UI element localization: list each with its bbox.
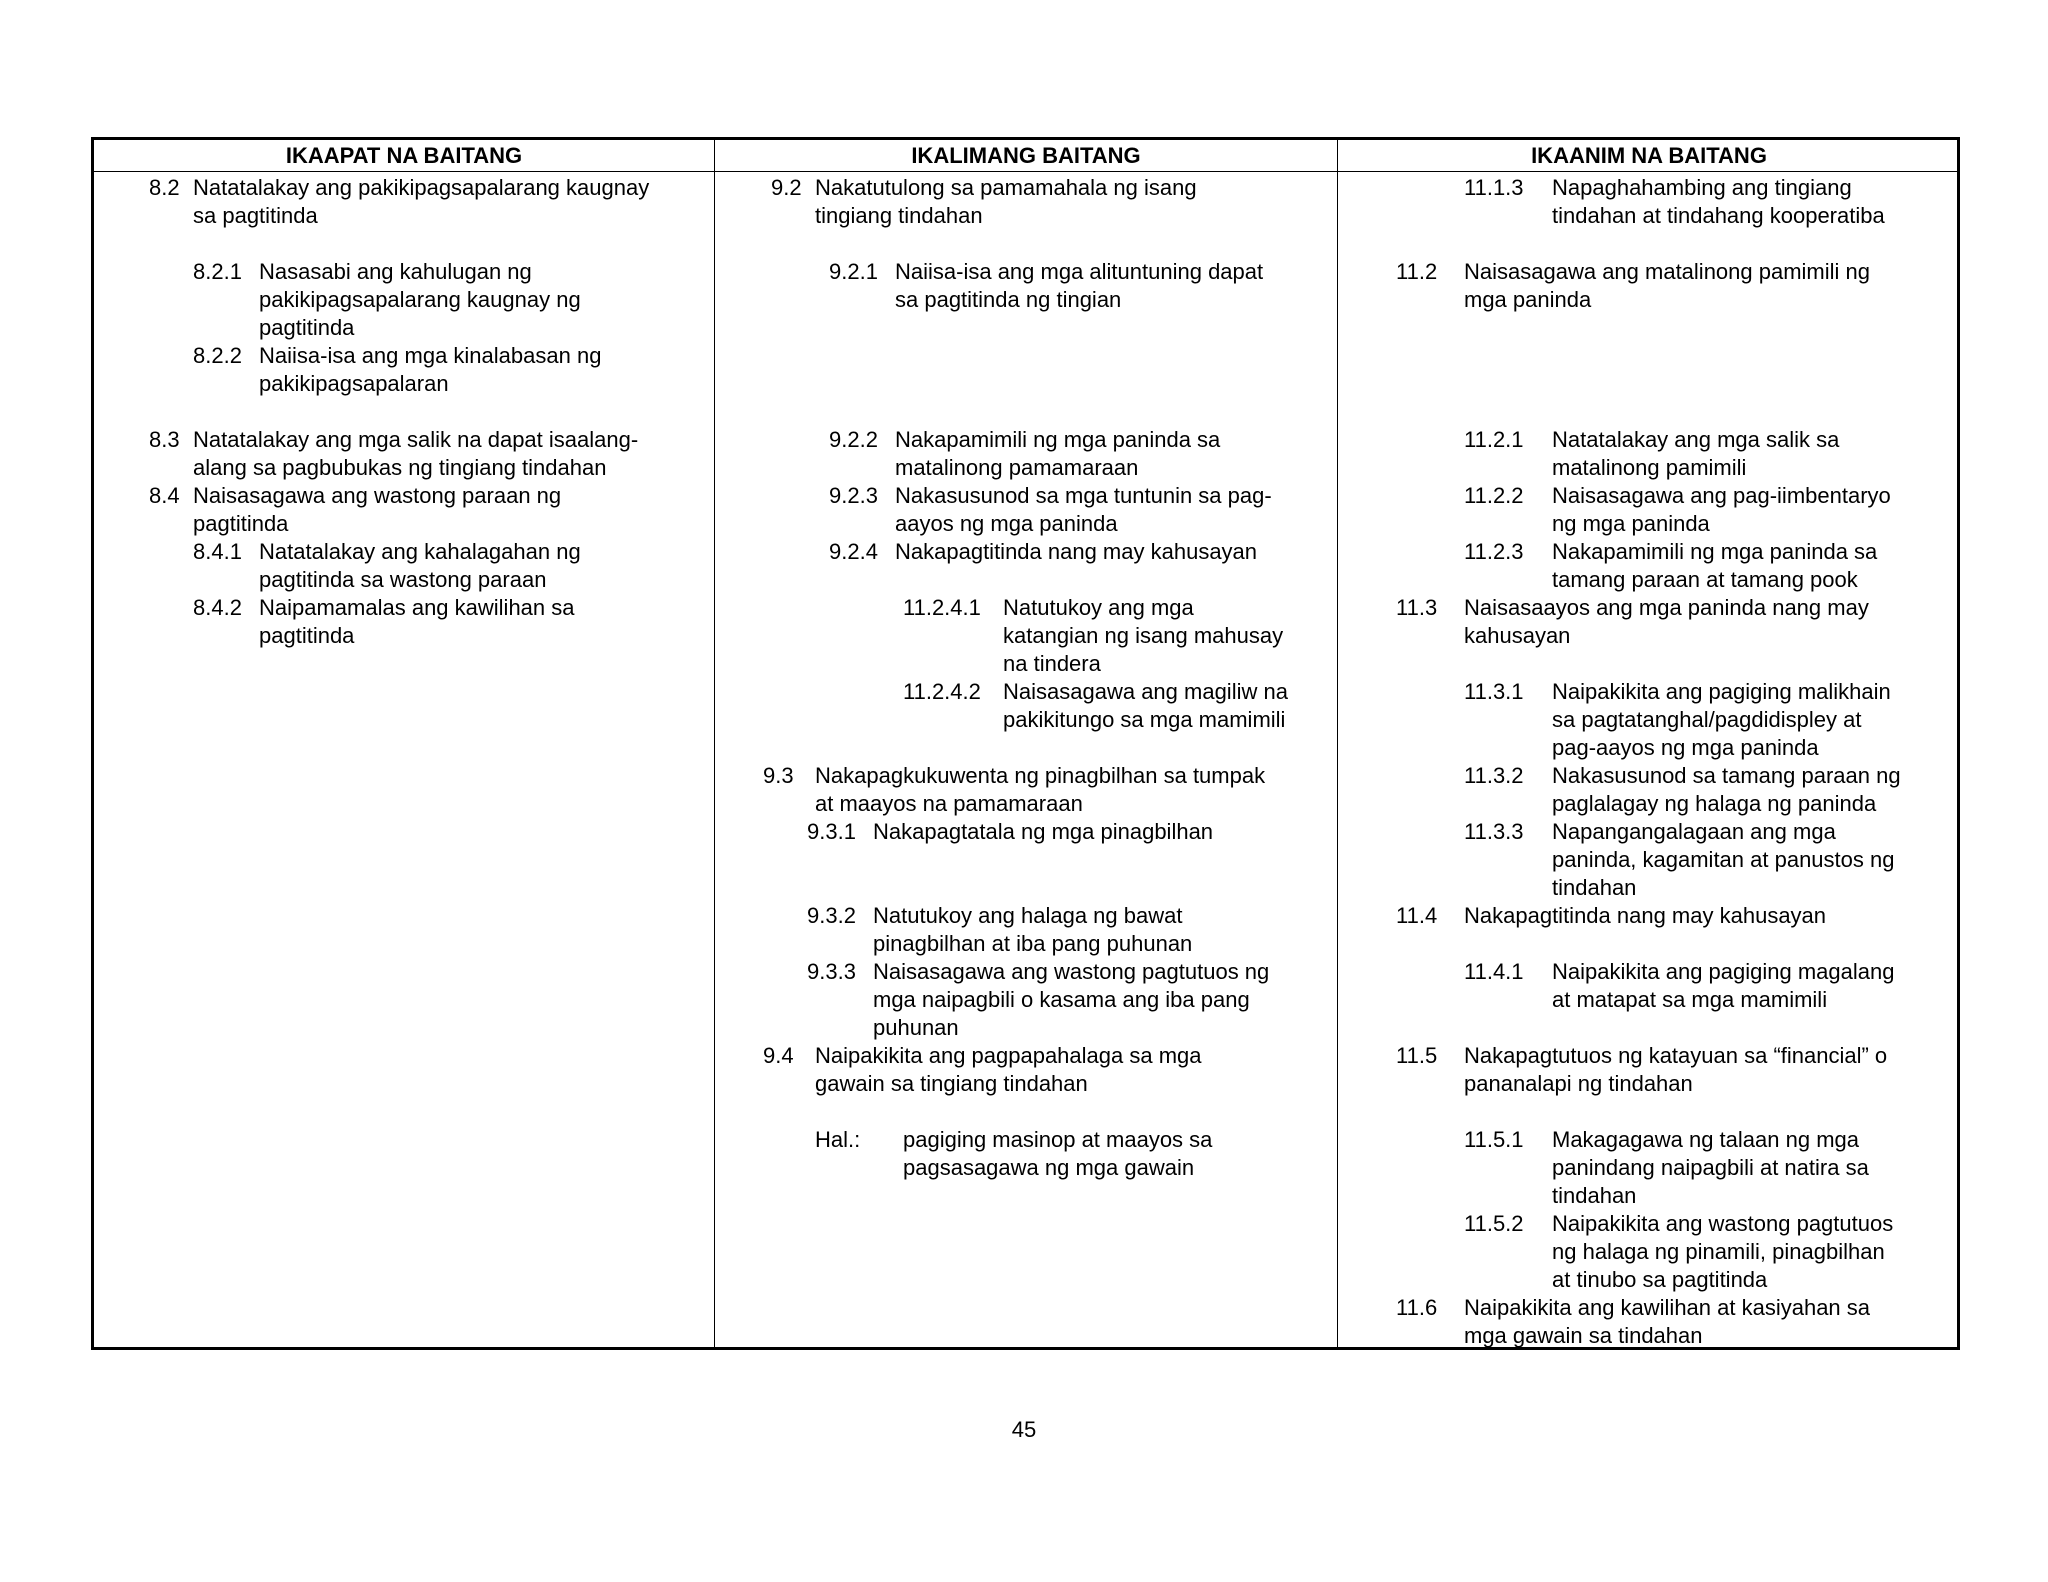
- item-text-line: tamang paraan at tamang pook: [1552, 567, 1858, 592]
- item-number: 11.3: [1396, 595, 1438, 620]
- item-text-line: Natutukoy ang halaga ng bawat: [873, 903, 1183, 928]
- item-number: 11.3.1: [1464, 679, 1524, 704]
- item-text: [193, 482, 561, 538]
- item-number: 9.2.4: [829, 539, 878, 564]
- item-text-line: Makagagawa ng talaan ng mga: [1552, 1127, 1859, 1152]
- item-text-line: Naipakikita ang pagpapahalaga sa mga: [815, 1043, 1202, 1068]
- item-text: [895, 538, 1257, 566]
- page-number: 45: [1011, 1417, 1037, 1442]
- item-text-line: na tindera: [1003, 651, 1101, 676]
- item-text-line: Napangangalagaan ang mga: [1552, 819, 1836, 844]
- item-text-line: pagtitinda sa wastong paraan: [259, 567, 547, 592]
- item-text-line: Nakapagtitinda nang may kahusayan: [895, 539, 1258, 564]
- column-divider: [1337, 140, 1338, 1347]
- item-text-line: kahusayan: [1464, 623, 1571, 648]
- item-number: Hal.:: [815, 1127, 861, 1152]
- item-number: 9.3.2: [807, 903, 856, 928]
- item-number: 8.2: [149, 175, 180, 200]
- item-number: 11.1.3: [1464, 175, 1524, 200]
- item-text-line: ng mga paninda: [1552, 511, 1710, 536]
- item-number: 11.5.1: [1464, 1127, 1524, 1152]
- item-number: 9.2.1: [829, 259, 878, 284]
- item-number: 8.3: [149, 427, 180, 452]
- item-text: [1552, 482, 1891, 538]
- item-text: [895, 482, 1272, 538]
- item-text: [895, 258, 1263, 314]
- column-header-grade-5: IKALIMANG BAITANG: [911, 143, 1141, 168]
- item-text-line: pakikipagsapalarang kaugnay ng: [259, 287, 581, 312]
- header-divider: [94, 171, 1957, 172]
- item-text: [873, 958, 1269, 1042]
- item-text-line: Nakapamimili ng mga paninda sa: [895, 427, 1221, 452]
- item-text-line: matalinong pamamaraan: [895, 455, 1139, 480]
- item-text-line: sa pagtitinda ng tingian: [895, 287, 1122, 312]
- item-text: [259, 538, 581, 594]
- item-number: 8.4.1: [193, 539, 242, 564]
- item-text-line: Naisasagawa ang magiliw na: [1003, 679, 1288, 704]
- item-number: 9.2: [771, 175, 802, 200]
- item-number: 11.2.1: [1464, 427, 1524, 452]
- item-text: [1552, 958, 1894, 1014]
- item-number: 8.4.2: [193, 595, 242, 620]
- item-number: 11.2.4.1: [903, 595, 981, 620]
- item-number: 11.4.1: [1464, 959, 1524, 984]
- item-text-line: pagtitinda: [259, 623, 355, 648]
- item-text-line: sa pagtatanghal/pagdidispley at: [1552, 707, 1862, 732]
- item-text-line: Nakapagtutuos ng katayuan sa “financial” o: [1464, 1043, 1888, 1068]
- item-text: [815, 1042, 1202, 1098]
- item-text: [1003, 678, 1288, 734]
- item-text-line: Naisasagawa ang matalinong pamimili ng: [1464, 259, 1871, 284]
- item-text-line: ng halaga ng pinamili, pinagbilhan: [1552, 1239, 1885, 1264]
- item-text-line: Natatalakay ang pakikipagsapalarang kaugnay: [193, 175, 650, 200]
- item-text-line: pakikitungo sa mga mamimili: [1003, 707, 1286, 732]
- item-text-line: pag-aayos ng mga paninda: [1552, 735, 1819, 760]
- item-text-line: mga naipagbili o kasama ang iba pang: [873, 987, 1250, 1012]
- item-text-line: katangian ng isang mahusay: [1003, 623, 1284, 648]
- item-text-line: Natatalakay ang mga salik sa: [1552, 427, 1840, 452]
- item-text: [193, 426, 638, 482]
- item-text: [1464, 594, 1869, 650]
- item-text-line: at maayos na pamamaraan: [815, 791, 1083, 816]
- item-text-line: tindahan: [1552, 875, 1637, 900]
- column-header-grade-4: IKAAPAT NA BAITANG: [285, 143, 523, 168]
- item-number: 11.2: [1396, 259, 1438, 284]
- item-number: 8.2.2: [193, 343, 242, 368]
- item-text-line: alang sa pagbubukas ng tingiang tindahan: [193, 455, 607, 480]
- item-text: [1464, 258, 1870, 314]
- item-number: 9.3: [763, 763, 794, 788]
- item-text-line: Naisasagawa ang pag-iimbentaryo: [1552, 483, 1891, 508]
- item-text-line: aayos ng mga paninda: [895, 511, 1118, 536]
- item-text-line: Natatalakay ang kahalagahan ng: [259, 539, 581, 564]
- item-text: [1552, 1210, 1893, 1294]
- item-text: [1552, 1126, 1869, 1210]
- item-text-line: panindang naipagbili at natira sa: [1552, 1155, 1869, 1180]
- item-number: 8.2.1: [193, 259, 242, 284]
- item-number: 9.3.1: [807, 819, 856, 844]
- item-text: [1552, 678, 1891, 762]
- item-number: 8.4: [149, 483, 180, 508]
- item-text-line: Naisasagawa ang wastong paraan ng: [193, 483, 562, 508]
- item-text-line: pakikipagsapalaran: [259, 371, 449, 396]
- item-text-line: Naipakikita ang pagiging magalang: [1552, 959, 1895, 984]
- item-text: [1552, 818, 1894, 902]
- item-text-line: Natutukoy ang mga: [1003, 595, 1194, 620]
- item-text: [895, 426, 1220, 482]
- item-text-line: pagsasagawa ng mga gawain: [903, 1155, 1195, 1180]
- item-text-line: puhunan: [873, 1015, 959, 1040]
- item-text-line: Naiisa-isa ang mga kinalabasan ng: [259, 343, 602, 368]
- item-text-line: gawain sa tingiang tindahan: [815, 1071, 1088, 1096]
- item-text-line: paglalagay ng halaga ng paninda: [1552, 791, 1877, 816]
- item-text-line: Nakapagtatala ng mga pinagbilhan: [873, 819, 1214, 844]
- item-text-line: at matapat sa mga mamimili: [1552, 987, 1828, 1012]
- item-text-line: Naisasagawa ang wastong pagtutuos ng: [873, 959, 1270, 984]
- item-text: [259, 342, 601, 398]
- item-text-line: Naipakikita ang wastong pagtutuos: [1552, 1211, 1894, 1236]
- item-text-line: Naipamamalas ang kawilihan sa: [259, 595, 575, 620]
- column-divider: [714, 140, 715, 1347]
- item-text: [815, 174, 1197, 230]
- item-text: [1464, 1294, 1870, 1350]
- item-text-line: Nakasusunod sa mga tuntunin sa pag-: [895, 483, 1272, 508]
- item-text: [873, 818, 1213, 846]
- item-number: 11.3.2: [1464, 763, 1524, 788]
- item-text-line: pagiging masinop at maayos sa: [903, 1127, 1213, 1152]
- item-number: 9.3.3: [807, 959, 856, 984]
- item-text: [1552, 174, 1885, 230]
- item-text-line: Natatalakay ang mga salik na dapat isaalang-: [193, 427, 639, 452]
- item-text: [1552, 426, 1839, 482]
- item-text: [259, 258, 581, 342]
- item-number: 11.6: [1396, 1295, 1438, 1320]
- item-text: [873, 902, 1192, 958]
- item-number: 11.3.3: [1464, 819, 1524, 844]
- item-text-line: Nakatutulong sa pamamahala ng isang: [815, 175, 1197, 200]
- item-text-line: mga gawain sa tindahan: [1464, 1323, 1703, 1348]
- item-number: 11.4: [1396, 903, 1438, 928]
- item-number: 11.2.3: [1464, 539, 1524, 564]
- item-text-line: sa pagtitinda: [193, 203, 318, 228]
- item-text: [259, 594, 575, 650]
- item-text: [815, 762, 1265, 818]
- item-text-line: matalinong pamimili: [1552, 455, 1747, 480]
- item-text-line: at tinubo sa pagtitinda: [1552, 1267, 1768, 1292]
- item-text-line: pananalapi ng tindahan: [1464, 1071, 1693, 1096]
- item-text-line: pagtitinda: [259, 315, 355, 340]
- item-text: [1464, 1042, 1887, 1098]
- item-text: [1003, 594, 1283, 678]
- item-text-line: pinagbilhan at iba pang puhunan: [873, 931, 1193, 956]
- item-text-line: Nasasabi ang kahulugan ng: [259, 259, 532, 284]
- item-number: 11.5: [1396, 1043, 1438, 1068]
- item-text-line: Naipakikita ang kawilihan at kasiyahan sa: [1464, 1295, 1871, 1320]
- item-number: 9.4: [763, 1043, 794, 1068]
- item-text-line: tindahan: [1552, 1183, 1637, 1208]
- item-text: [1552, 762, 1901, 818]
- item-text-line: Napaghahambing ang tingiang: [1552, 175, 1852, 200]
- item-text-line: Naipakikita ang pagiging malikhain: [1552, 679, 1891, 704]
- item-number: 11.5.2: [1464, 1211, 1524, 1236]
- item-text-line: tingiang tindahan: [815, 203, 983, 228]
- item-text-line: Naiisa-isa ang mga alituntuning dapat: [895, 259, 1264, 284]
- item-text: [1464, 902, 1826, 930]
- item-number: 9.2.3: [829, 483, 878, 508]
- item-text: [903, 1126, 1212, 1182]
- item-number: 9.2.2: [829, 427, 878, 452]
- item-text-line: Naisasaayos ang mga paninda nang may: [1464, 595, 1869, 620]
- item-text-line: mga paninda: [1464, 287, 1592, 312]
- item-text-line: Nakapagkukuwenta ng pinagbilhan sa tumpak: [815, 763, 1266, 788]
- column-header-grade-6: IKAANIM NA BAITANG: [1531, 143, 1767, 168]
- item-number: 11.2.4.2: [903, 679, 981, 704]
- item-text-line: tindahan at tindahang kooperatiba: [1552, 203, 1885, 228]
- item-text-line: Nakapamimili ng mga paninda sa: [1552, 539, 1878, 564]
- item-text-line: Nakapagtitinda nang may kahusayan: [1464, 903, 1827, 928]
- item-text-line: Nakasusunod sa tamang paraan ng: [1552, 763, 1901, 788]
- item-text-line: paninda, kagamitan at panustos ng: [1552, 847, 1895, 872]
- item-number: 11.2.2: [1464, 483, 1524, 508]
- item-text-line: pagtitinda: [193, 511, 289, 536]
- item-text: [1552, 538, 1877, 594]
- item-text: [193, 174, 649, 230]
